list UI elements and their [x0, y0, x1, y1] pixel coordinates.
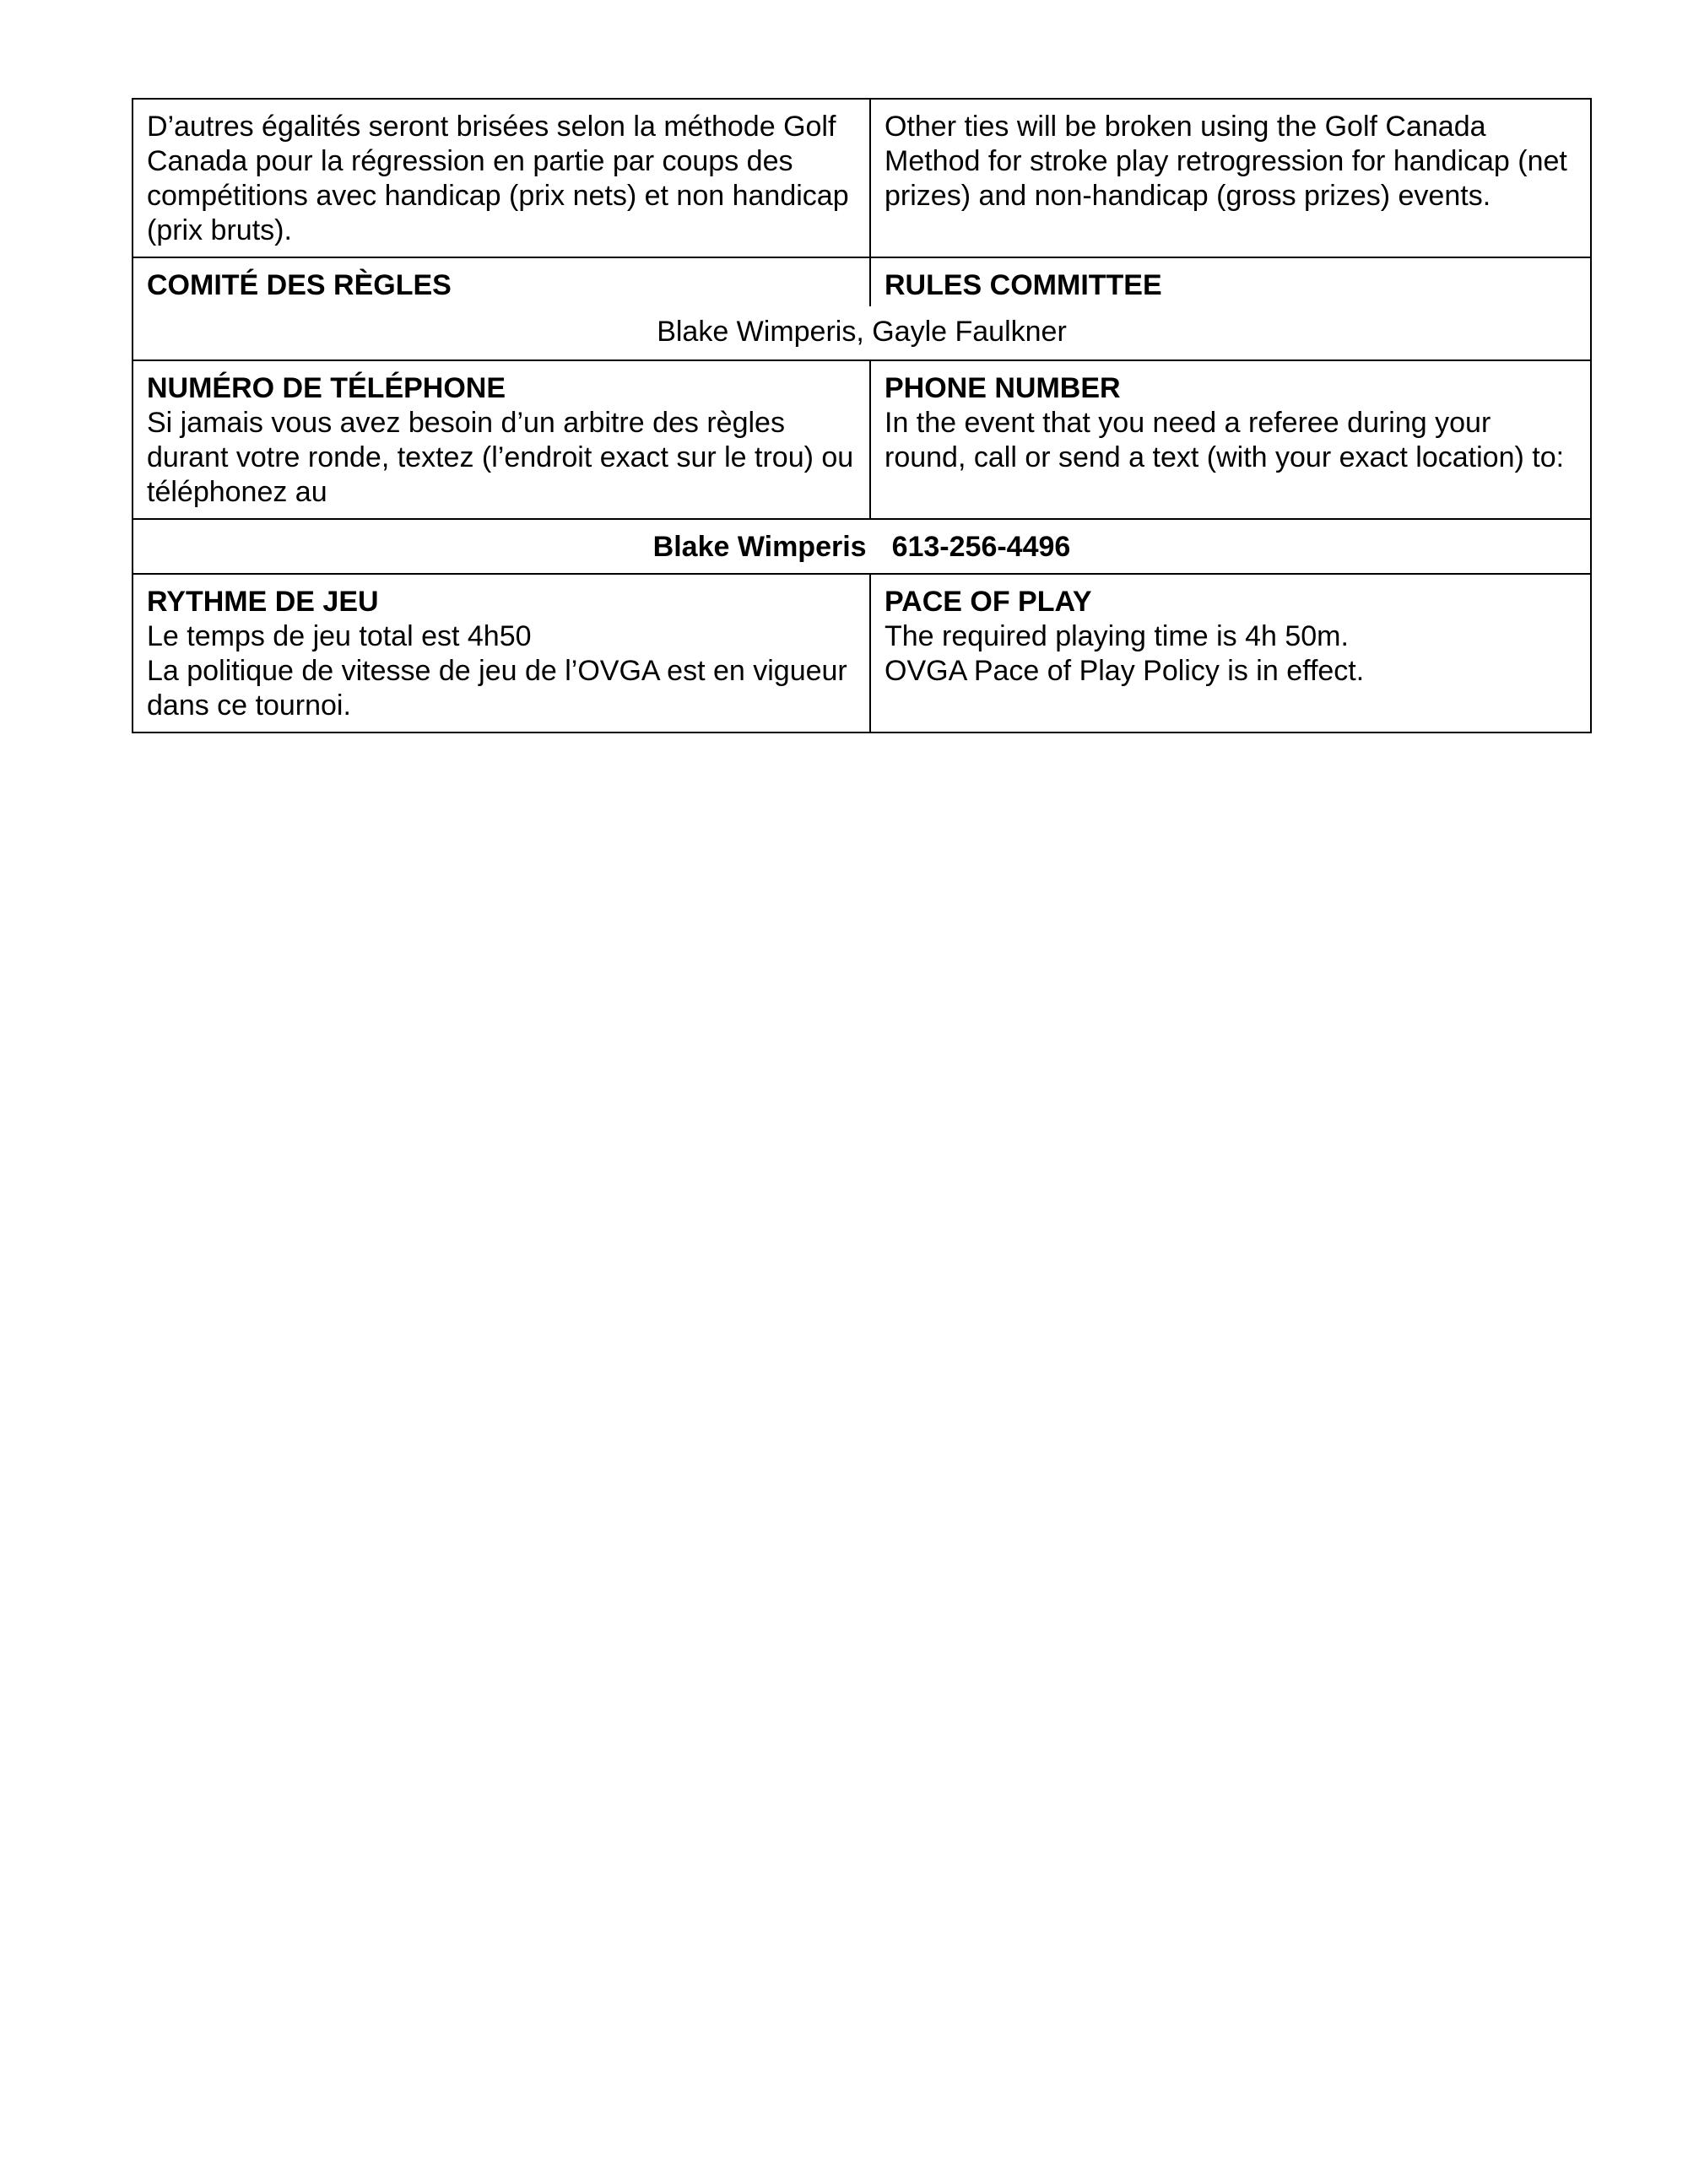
phone-contact-number: 613-256-4496 — [891, 531, 1071, 563]
phone-fr-heading: NUMÉRO DE TÉLÉPHONE — [147, 372, 506, 404]
phone-contact-row — [133, 519, 1591, 574]
phone-en-text: In the event that you need a referee during your round, call or send a text (with your exact location) to: — [885, 407, 1565, 473]
committee-en-cell — [870, 257, 1591, 306]
tiebreak-fr-text: D’autres égalités seront brisées selon la méthode Golf Canada pour la régression en partie par coups des compétitions avec handicap (prix nets) et non handicap (prix bruts). — [147, 111, 849, 246]
pace-fr-line2: La politique de vitesse de jeu de l’OVGA est en vigueur dans ce tournoi. — [147, 655, 847, 722]
pace-en-heading: PACE OF PLAY — [885, 586, 1092, 618]
phone-en-heading: PHONE NUMBER — [885, 372, 1121, 404]
phone-fr-text: Si jamais vous avez besoin d’un arbitre des règles durant votre ronde, textez (l’endroit exact sur le trou) ou téléphonez au — [147, 407, 854, 508]
committee-members-cell — [133, 306, 1591, 360]
pace-fr-line1: Le temps de jeu total est 4h50 — [147, 620, 532, 652]
pace-en-cell — [870, 574, 1591, 733]
phone-contact-name: Blake Wimperis — [652, 531, 867, 563]
tiebreak-en-text: Other ties will be broken using the Golf Canada Method for stroke play retrogression for handicap (net prizes) and non-handicap (gross prizes) events. — [885, 111, 1567, 212]
committee-heading-row — [133, 257, 1591, 306]
committee-members-row — [133, 306, 1591, 360]
tiebreak-fr-cell — [133, 99, 870, 257]
pace-fr-cell — [133, 574, 870, 733]
pace-row — [133, 574, 1591, 733]
phone-fr-cell — [133, 360, 870, 519]
pace-en-line1: The required playing time is 4h 50m. — [885, 620, 1349, 652]
phone-contact-cell — [133, 519, 1591, 574]
rules-table — [132, 98, 1592, 733]
committee-members: Blake Wimperis, Gayle Faulkner — [657, 316, 1067, 348]
tiebreak-en-cell — [870, 99, 1591, 257]
pace-fr-heading: RYTHME DE JEU — [147, 586, 379, 618]
pace-en-line2: OVGA Pace of Play Policy is in effect. — [885, 655, 1365, 687]
tiebreak-row — [133, 99, 1591, 257]
committee-fr-cell — [133, 257, 870, 306]
phone-en-cell — [870, 360, 1591, 519]
committee-en-heading: RULES COMMITTEE — [885, 269, 1162, 301]
phone-row — [133, 360, 1591, 519]
committee-fr-heading: COMITÉ DES RÈGLES — [147, 269, 452, 301]
